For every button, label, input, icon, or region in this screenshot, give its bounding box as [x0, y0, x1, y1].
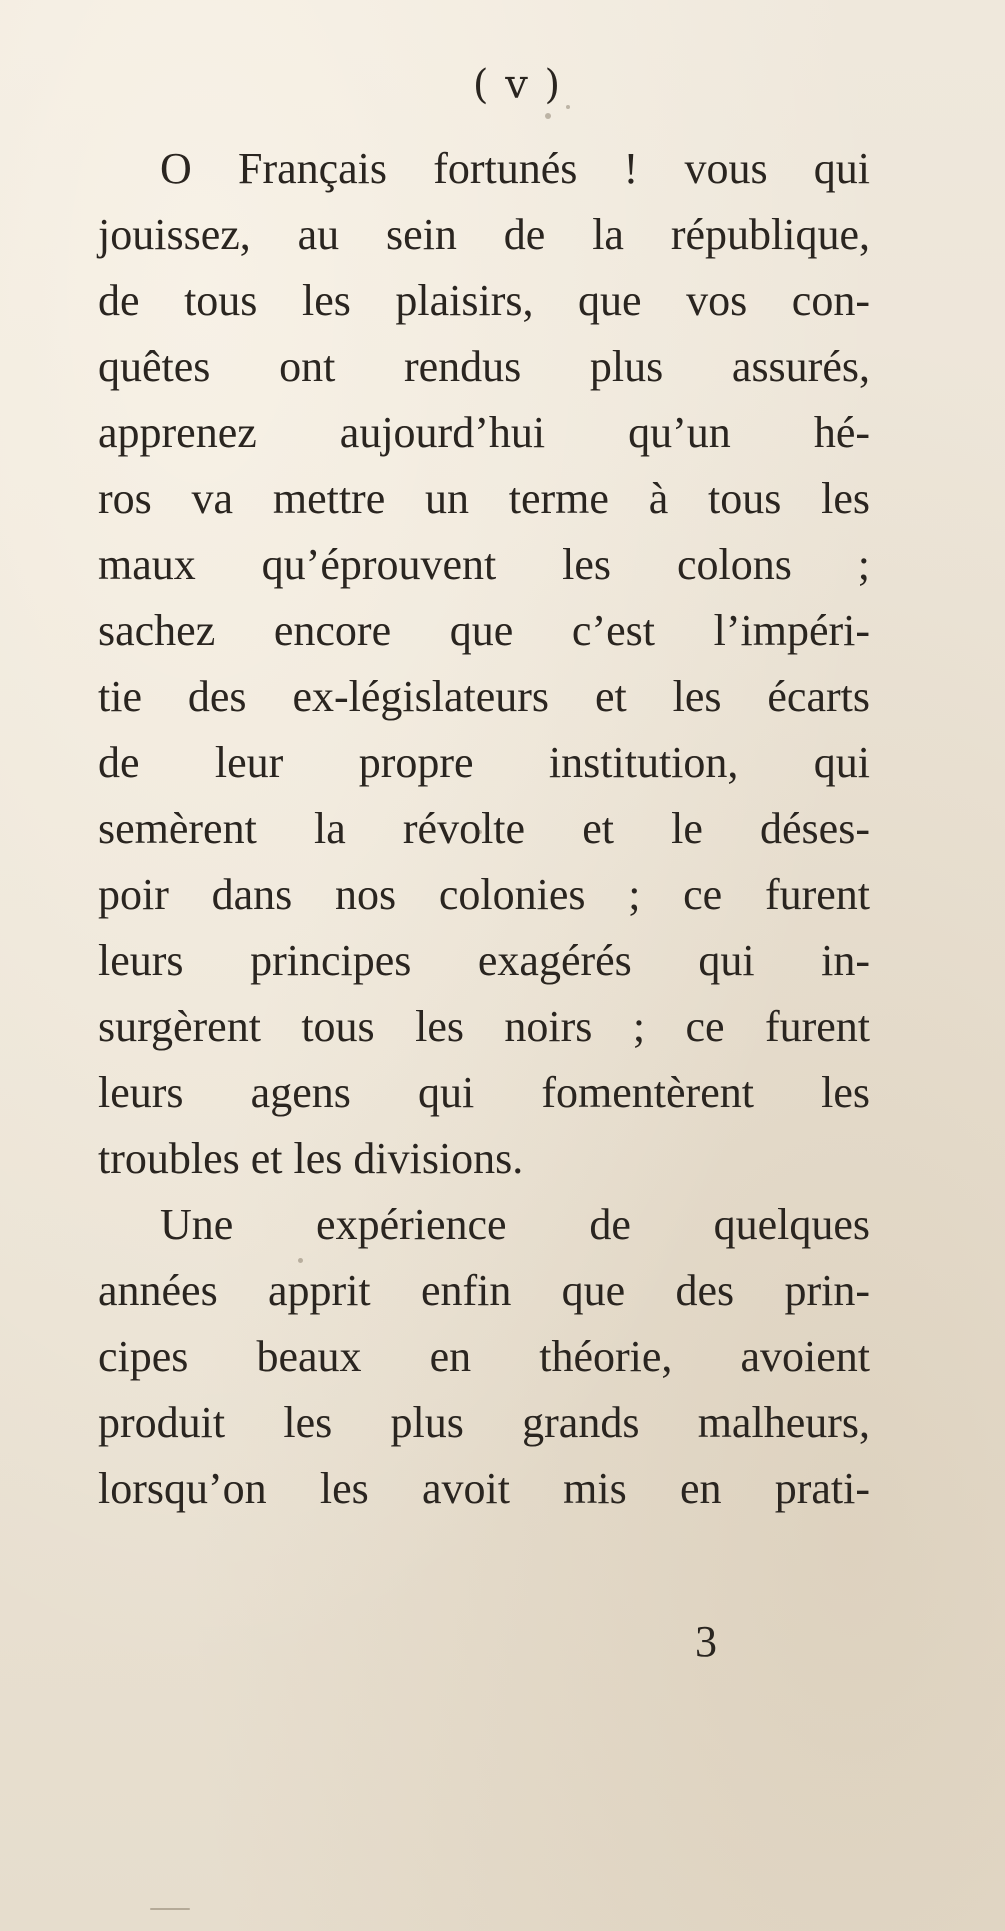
- text-line: sachez encore que c’est l’impéri-: [98, 606, 870, 655]
- text-line: ros va mettre un terme à tous les: [98, 474, 870, 523]
- text-line: années apprit enfin que des prin-: [98, 1266, 870, 1315]
- paper-speck: [150, 1908, 190, 1910]
- text-line: surgèrent tous les noirs ; ce furent: [98, 1002, 870, 1051]
- paper-speck: [566, 105, 570, 109]
- text-line: O Français fortunés ! vous qui: [160, 144, 870, 193]
- paper-speck: [478, 830, 482, 834]
- text-line: leurs principes exagérés qui in-: [98, 936, 870, 985]
- page-number-header: ( v ): [472, 62, 563, 108]
- paper-speck: [545, 113, 551, 119]
- text-line: tie des ex-législateurs et les écarts: [98, 672, 870, 721]
- text-line: semèrent la révolte et le déses-: [98, 804, 870, 853]
- text-line: Une expérience de quelques: [160, 1200, 870, 1249]
- text-line: apprenez aujourd’hui qu’un hé-: [98, 408, 870, 457]
- text-line: cipes beaux en théorie, avoient: [98, 1332, 870, 1381]
- text-line: troubles et les divisions.: [98, 1134, 524, 1183]
- text-line: poir dans nos colonies ; ce furent: [98, 870, 870, 919]
- body-text: [98, 136, 870, 1522]
- text-line: maux qu’éprouvent les colons ;: [98, 540, 870, 589]
- text-line: jouissez, au sein de la république,: [98, 210, 870, 259]
- signature-mark: 3: [695, 1617, 717, 1666]
- text-line: produit les plus grands malheurs,: [98, 1398, 870, 1447]
- text-line: quêtes ont rendus plus assurés,: [98, 342, 870, 391]
- text-line: de leur propre institution, qui: [98, 738, 870, 787]
- paper-speck: [298, 1258, 303, 1263]
- text-line: lorsqu’on les avoit mis en prati-: [98, 1464, 870, 1513]
- text-line: de tous les plaisirs, que vos con-: [98, 276, 870, 325]
- text-line: leurs agens qui fomentèrent les: [98, 1068, 870, 1117]
